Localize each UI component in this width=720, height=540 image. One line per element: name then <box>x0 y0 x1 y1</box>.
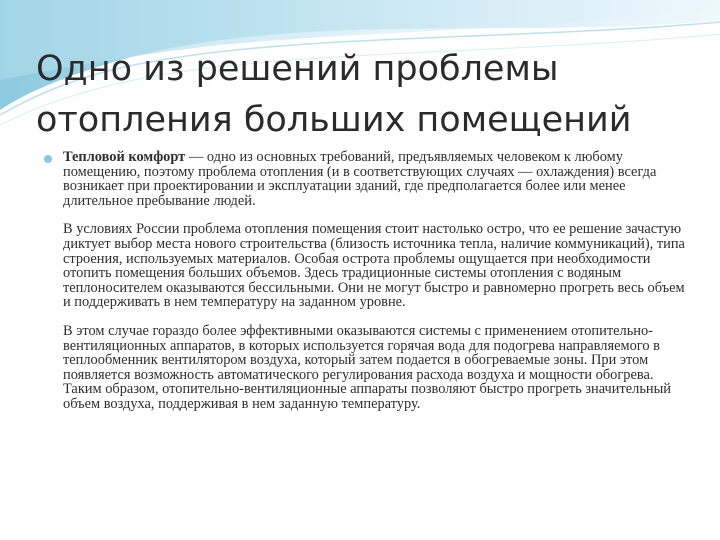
bullet-item <box>40 150 685 208</box>
paragraph-term: Тепловой комфорт <box>63 149 186 165</box>
circle-bullet-icon <box>44 155 52 163</box>
slide-title: Одно из решений проблемы отопления больших помещений <box>36 49 632 140</box>
paragraph-thermal-comfort <box>63 150 685 208</box>
paragraph-text: — одно из основных требований, предъявляемых человеком к любому помещению, поэтому проблема отопления (и в соответствующих случаях — охлаждения) всегда возникает при проектировании и эксплуатации зданий, где предполагается более или менее длительное пребывание людей. <box>63 149 657 209</box>
paragraph-heating-systems: В этом случае гораздо более эффективными оказываются системы с применением отопительно-вентиляционных аппаратов, в которых используется горячая вода для подогрева направляемого в теплообменник вентилятором воздуха, который затем подается в обогреваемые зоны. При этом появляется возможность автоматического регулирования расхода воздуха и мощности обогрева. Таким образом, отопительно-вентиляционные аппараты позволяют быстро прогреть значительный объем воздуха, поддерживая в нем заданную температуру. <box>63 322 671 412</box>
slide-content <box>40 150 685 426</box>
paragraph-russia-conditions: В условиях России проблема отопления помещения стоит настолько остро, что ее решение зачастую диктует выбор места нового строительства (близость источника тепла, наличие коммуникаций), типа строения, используемых материалов. Особая острота проблемы ощущается при необходимости отопить помещения больших объемов. Здесь традиционные системы отопления с водяным теплоносителем оказываются бессильными. Они не могут быстро и равномерно прогреть весь объем и поддерживать в нем температуру на заданном уровне. <box>63 221 685 311</box>
